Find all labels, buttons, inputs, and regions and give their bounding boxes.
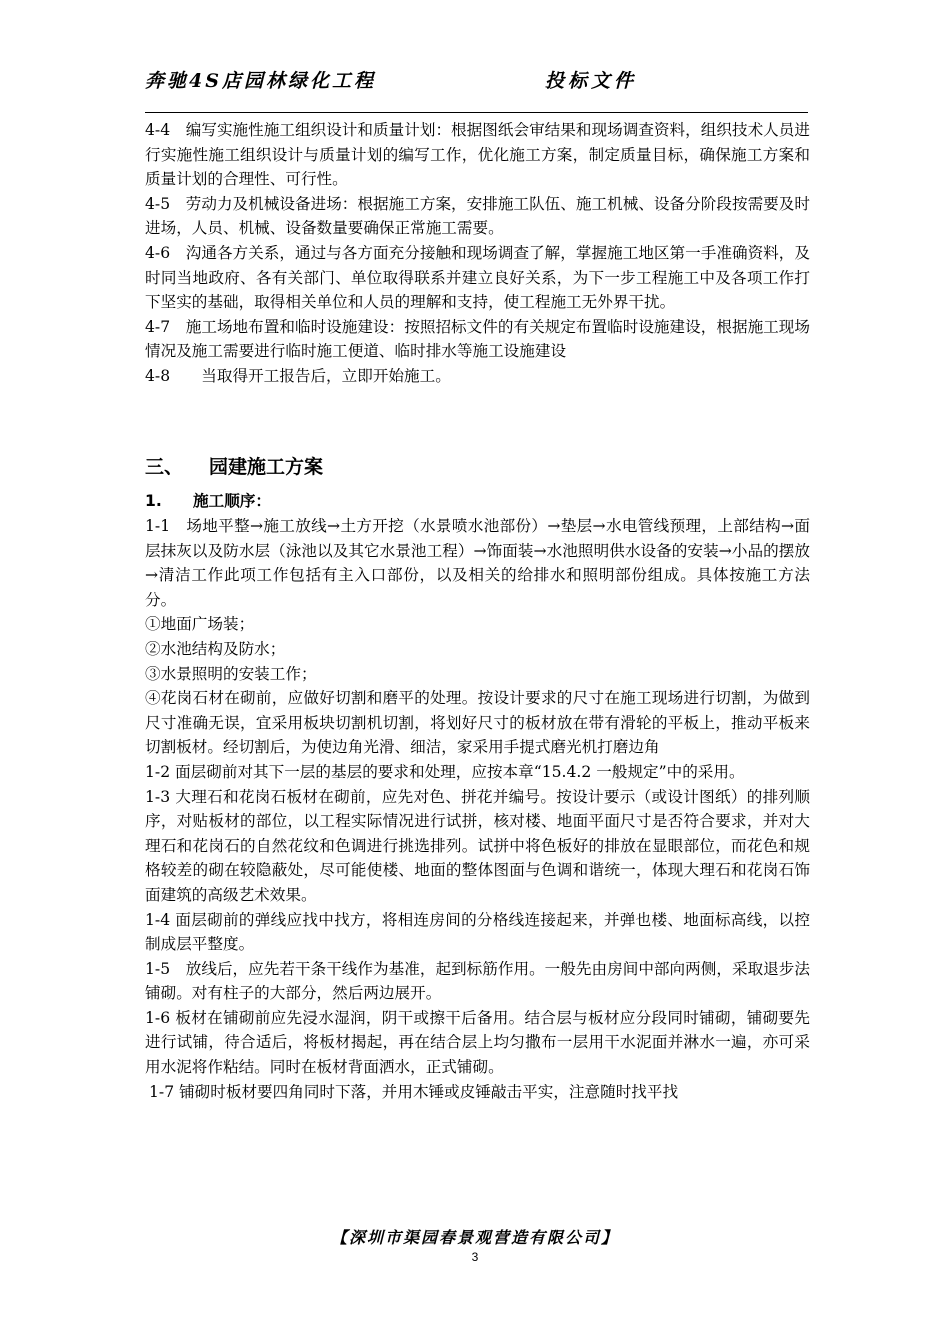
list-item-3: ③水景照明的安装工作；: [145, 664, 317, 683]
list-item-1: ①地面广场装；: [145, 615, 255, 634]
page-header: [145, 66, 808, 98]
paragraph-4-6: 4-6 沟通各方关系，通过与各方面充分接触和现场调查了解，掌握施工地区第一手准确资料，及时同当地政府、各有关部门、单位取得联系并建立良好关系，为下一步工程施工中及各项工作打下坚实的基础，取得相关单位和人员的理解和支持，使工程施工无外界干扰。: [145, 243, 810, 312]
paragraph-1-5: 1-5 放线后，应先若干条干线作为基准，起到标筋作用。一般先由房间中部向两侧，采取退步法铺砌。对有柱子的大部分，然后两边展开。: [145, 959, 810, 1003]
paragraph-1-7: 1-7 铺砌时板材要四角同时下落，并用木锤或皮锤敲击平实，注意随时找平找: [149, 1082, 679, 1101]
paragraph-1-2: 1-2 面层砌前对其下一层的基层的要求和处理，应按本章“15.4.2 一般规定”中的采用。: [145, 762, 745, 781]
paragraph-1-4: 1-4 面层砌前的弹线应找中找方，将相连房间的分格线连接起来，并弹也楼、地面标高线，以控制成层平整度。: [145, 910, 810, 954]
subsection-1-items: [145, 514, 810, 1104]
list-item-2: ②水池结构及防水；: [145, 639, 286, 658]
header-divider: [145, 112, 808, 113]
paragraph-4-8: 4-8 当取得开工报告后，立即开始施工。: [145, 366, 451, 385]
section-number: 三、: [145, 456, 184, 478]
subsection-heading: [145, 489, 271, 511]
section-4-items: [145, 118, 810, 389]
paragraph-4-4: 4-4 编写实施性施工组织设计和质量计划：根据图纸会审结果和现场调查资料，组织技术人员进行实施性施工组织设计与质量计划的编写工作，优化施工方案，制定质量目标，确保施工方案和质量计划的合理性、可行性。: [145, 121, 810, 189]
paragraph-4-7: 4-7 施工场地布置和临时设施建设：按照招标文件的有关规定布置临时设施建设，根据施工现场情况及施工需要进行临时施工便道、临时排水等施工设施建设: [145, 317, 810, 361]
paragraph-4-5: 4-5 劳动力及机械设备进场：根据施工方案，安排施工队伍、施工机械、设备分阶段按需要及时进场，人员、机械、设备数量要确保正常施工需要。: [145, 194, 810, 238]
page-number: 3: [471, 1250, 479, 1264]
section-heading: [145, 452, 323, 479]
paragraph-1-3: 1-3 大理石和花岗石板材在砌前，应先对色、拼花并编号。按设计要示（或设计图纸）的排列顺序，对贴板材的部位，以工程实际情况进行试拼，核对楼、地面平面尺寸是否符合要求，并对大理石和花岗石的自然花纹和色调进行挑选排列。试拼中将色板好的排放在显眼部位，而花色和规格较差的砌在较隐蔽处，尽可能使楼、地面的整体图面与色调和谐统一，体现大理石和花岗石饰面建筑的高级艺术效果。: [145, 787, 810, 904]
subsection-title-text: 施工顺序：: [193, 492, 271, 510]
footer-company-name: 【深圳市渠园春景观营造有限公司】: [330, 1228, 619, 1247]
subsection-number: 1.: [145, 492, 162, 510]
header-project-title: 奔驰4S店园林绿化工程: [145, 70, 376, 92]
list-item-4: ④花岗石材在砌前，应做好切割和磨平的处理。按设计要求的尺寸在施工现场进行切割，为做到尺寸准确无误，宜采用板块切割机切割，将划好尺寸的板材放在带有滑轮的平板上，推动平板来切割板材。经切割后，为使边角光滑、细洁，家采用手提式磨光机打磨边角: [145, 689, 810, 757]
paragraph-1-6: 1-6 板材在铺砌前应先浸水湿润，阴干或擦干后备用。结合层与板材应分段同时铺砌，铺砌要先进行试铺，待合适后，将板材揭起，再在结合层上均匀撒布一层用干水泥面并淋水一遍，亦可采用水泥将作粘结。同时在板材背面洒水，正式铺砌。: [145, 1008, 810, 1077]
section-title-text: 园建施工方案: [209, 456, 324, 478]
header-document-type: 投标文件: [545, 70, 638, 92]
paragraph-1-1: 1-1 场地平整→施工放线→土方开挖（水景喷水池部份）→垫层→水电管线预理，上部结构→面层抹灰以及防水层（泳池以及其它水景池工程）→饰面装→水池照明供水设备的安装→小品的摆放→清洁工作此项工作包括有主入口部份，以及相关的给排水和照明部份组成。具体按施工方法分。: [145, 517, 810, 609]
